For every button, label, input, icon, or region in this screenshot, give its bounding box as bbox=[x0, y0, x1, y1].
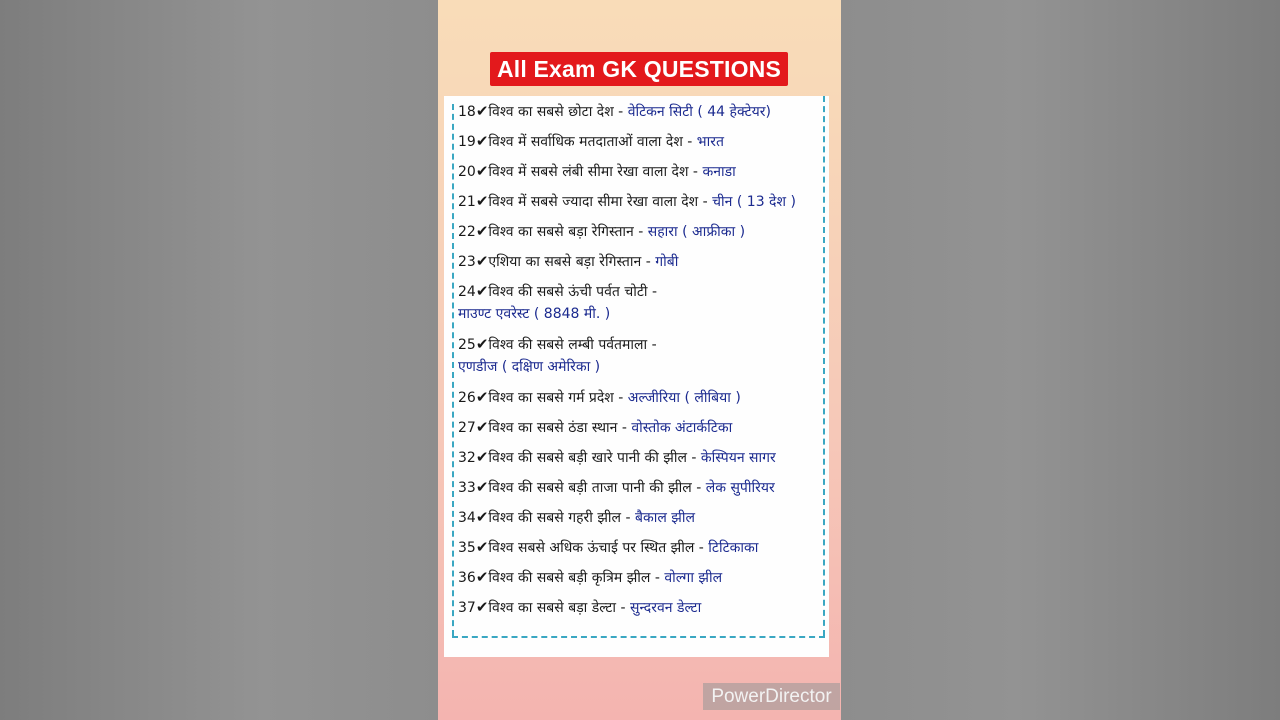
item-question: एशिया का सबसे बड़ा रेगिस्तान - bbox=[488, 254, 656, 270]
item-question: विश्व में सबसे लंबी सीमा रेखा वाला देश - bbox=[488, 164, 703, 180]
item-answer: केस्पियन सागर bbox=[700, 450, 776, 466]
item-answer: माउण्ट एवरेस्ट ( 8848 मी. ) bbox=[458, 306, 611, 322]
checkmark-icon: ✔ bbox=[475, 162, 489, 180]
right-background bbox=[841, 0, 1280, 720]
item-number: 35 bbox=[458, 540, 476, 556]
checkmark-icon: ✔ bbox=[475, 102, 489, 120]
item-number: 25 bbox=[458, 337, 476, 353]
item-number: 24 bbox=[458, 284, 476, 300]
item-question: विश्व का सबसे ठंडा स्थान - bbox=[488, 420, 632, 436]
item-question: विश्व का सबसे गर्म प्रदेश - bbox=[488, 390, 628, 406]
item-answer: कनाडा bbox=[702, 164, 736, 180]
page-title: All Exam GK QUESTIONS bbox=[490, 52, 788, 86]
checkmark-icon: ✔ bbox=[475, 538, 489, 556]
list-item bbox=[458, 160, 838, 190]
item-question: विश्व की सबसे ऊंची पर्वत चोटी - bbox=[488, 284, 658, 300]
left-background bbox=[0, 0, 438, 720]
item-number: 26 bbox=[458, 390, 476, 406]
checkmark-icon: ✔ bbox=[475, 335, 489, 353]
watermark: PowerDirector bbox=[703, 683, 840, 710]
item-number: 18 bbox=[458, 104, 476, 120]
gk-panel bbox=[438, 0, 841, 720]
item-answer: चीन ( 13 देश ) bbox=[712, 194, 796, 210]
item-question: विश्व का सबसे बड़ा डेल्टा - bbox=[488, 600, 630, 616]
item-number: 32 bbox=[458, 450, 476, 466]
checkmark-icon: ✔ bbox=[475, 388, 489, 406]
list-item bbox=[458, 190, 838, 220]
item-question: विश्व में सर्वाधिक मतदाताओं वाला देश - bbox=[488, 134, 697, 150]
item-answer: वेटिकन सिटी ( 44 हेक्टेयर) bbox=[627, 104, 771, 120]
checkmark-icon: ✔ bbox=[475, 282, 489, 300]
item-question: विश्व की सबसे बड़ी कृत्रिम झील - bbox=[488, 570, 665, 586]
item-question: विश्व की सबसे लम्बी पर्वतमाला - bbox=[488, 337, 657, 353]
item-answer: अल्जीरिया ( लीबिया ) bbox=[627, 390, 741, 406]
item-answer: सुन्दरवन डेल्टा bbox=[630, 600, 702, 616]
item-question: विश्व का सबसे बड़ा रेगिस्तान - bbox=[488, 224, 648, 240]
item-answer: वोस्तोक अंटार्कटिका bbox=[631, 420, 733, 436]
item-number: 27 bbox=[458, 420, 476, 436]
checkmark-icon: ✔ bbox=[475, 252, 489, 270]
item-number: 37 bbox=[458, 600, 476, 616]
dashed-border-left bbox=[452, 104, 454, 636]
item-answer: बैकाल झील bbox=[634, 510, 696, 526]
question-list bbox=[458, 100, 838, 626]
item-question: विश्व की सबसे बड़ी खारे पानी की झील - bbox=[488, 450, 701, 466]
item-answer: भारत bbox=[696, 134, 724, 150]
checkmark-icon: ✔ bbox=[475, 222, 489, 240]
list-item bbox=[458, 536, 838, 566]
checkmark-icon: ✔ bbox=[475, 478, 489, 496]
list-item bbox=[458, 333, 838, 386]
item-answer: टिटिकाका bbox=[708, 540, 759, 556]
list-item bbox=[458, 446, 838, 476]
list-item bbox=[458, 506, 838, 536]
checkmark-icon: ✔ bbox=[475, 508, 489, 526]
list-item bbox=[458, 220, 838, 250]
item-answer: गोबी bbox=[655, 254, 679, 270]
item-answer: वोल्गा झील bbox=[664, 570, 723, 586]
item-answer: सहारा ( आफ्रीका ) bbox=[647, 224, 746, 240]
list-item bbox=[458, 100, 838, 130]
checkmark-icon: ✔ bbox=[475, 598, 489, 616]
list-item bbox=[458, 476, 838, 506]
item-question: विश्व में सबसे ज्यादा सीमा रेखा वाला देश - bbox=[488, 194, 713, 210]
item-number: 19 bbox=[458, 134, 476, 150]
list-item bbox=[458, 416, 838, 446]
item-question: विश्व की सबसे गहरी झील - bbox=[488, 510, 635, 526]
checkmark-icon: ✔ bbox=[475, 132, 489, 150]
list-item bbox=[458, 566, 838, 596]
item-question: विश्व का सबसे छोटा देश - bbox=[488, 104, 628, 120]
checkmark-icon: ✔ bbox=[475, 418, 489, 436]
list-item bbox=[458, 596, 838, 626]
item-number: 22 bbox=[458, 224, 476, 240]
item-question: विश्व सबसे अधिक ऊंचाई पर स्थित झील - bbox=[488, 540, 709, 556]
dashed-border-bottom bbox=[452, 636, 825, 638]
list-item bbox=[458, 386, 838, 416]
item-answer: एणडीज ( दक्षिण अमेरिका ) bbox=[458, 359, 601, 375]
checkmark-icon: ✔ bbox=[475, 448, 489, 466]
item-answer: लेक सुपीरियर bbox=[705, 480, 775, 496]
item-number: 21 bbox=[458, 194, 476, 210]
item-number: 23 bbox=[458, 254, 476, 270]
list-item bbox=[458, 130, 838, 160]
item-number: 20 bbox=[458, 164, 476, 180]
item-number: 34 bbox=[458, 510, 476, 526]
checkmark-icon: ✔ bbox=[475, 568, 489, 586]
item-number: 36 bbox=[458, 570, 476, 586]
list-item bbox=[458, 250, 838, 280]
questions-card bbox=[444, 96, 829, 657]
checkmark-icon: ✔ bbox=[475, 192, 489, 210]
item-number: 33 bbox=[458, 480, 476, 496]
item-question: विश्व की सबसे बड़ी ताजा पानी की झील - bbox=[488, 480, 706, 496]
list-item bbox=[458, 280, 838, 333]
